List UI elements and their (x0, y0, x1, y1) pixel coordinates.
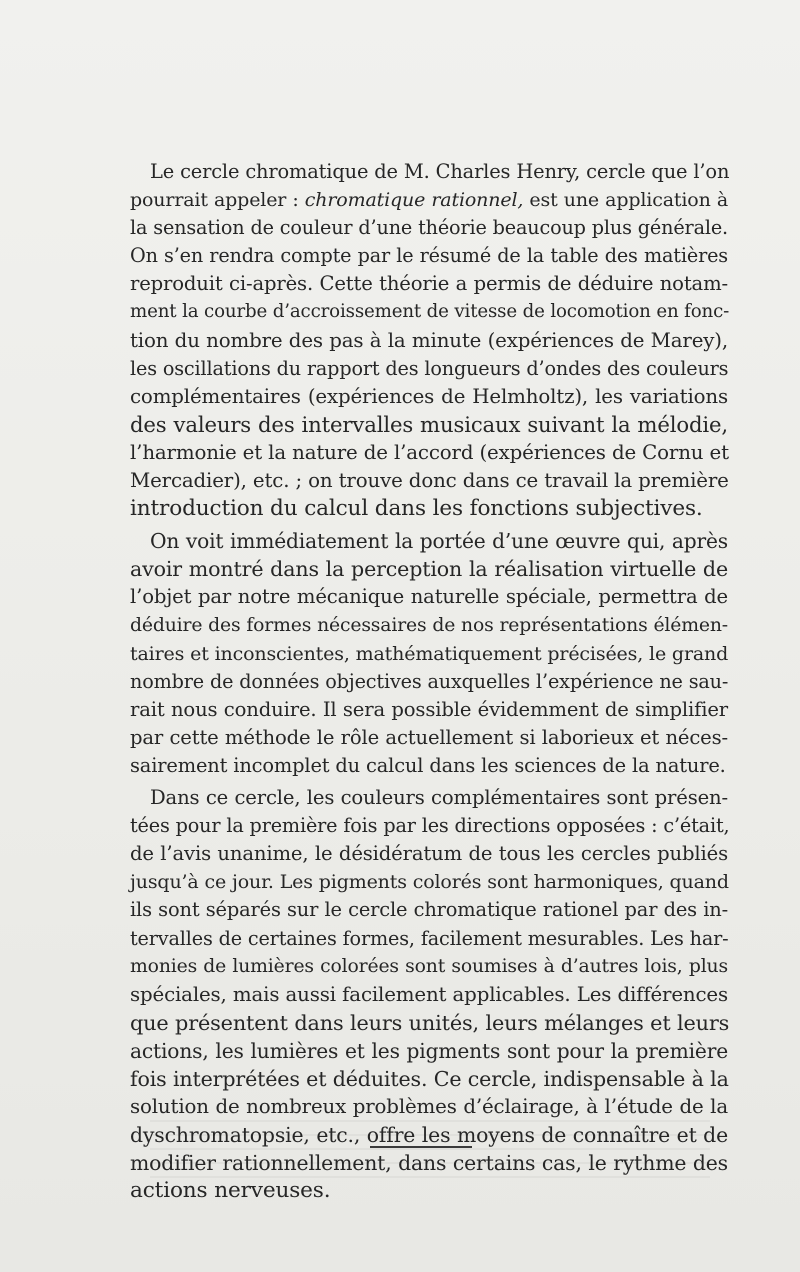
text-line: nombre de données objectives auxquelles l’expérience ne sau- (130, 669, 729, 693)
paragraph-3 (130, 784, 728, 1205)
body-text (130, 158, 728, 1209)
text-line: Mercadier), etc. ; on trouve donc dans ce travail la première (130, 469, 729, 493)
text-line: déduire des formes nécessaires de nos représentations élémen- (130, 614, 728, 636)
text-fragment: est une application à (523, 189, 729, 212)
text-line: ment la courbe d’accroissement de vitesse de locomotion en fonc- (130, 301, 730, 323)
text-line: dyschromatopsie, etc., offre les moyens de connaître et de (130, 1123, 728, 1148)
text-line: sairement incomplet du calcul dans les sciences de la nature. (130, 753, 726, 777)
text-line (130, 186, 728, 214)
text-line: On voit immédiatement la portée d’une œuvre qui, après (150, 529, 728, 554)
text-line: tées pour la première fois par les directions opposées : c’était, (130, 814, 730, 838)
text-line: taires et inconscientes, mathématiquement précisées, le grand (130, 642, 729, 665)
text-line: par cette méthode le rôle actuellement si laborieux et néces- (130, 725, 728, 749)
text-line: l’objet par notre mécanique naturelle spéciale, permettra de (130, 585, 728, 609)
text-line: spéciales, mais aussi facilement applicables. Les différences (130, 982, 728, 1006)
section-end-rule (370, 1146, 472, 1148)
text-fragment: pourrait appeler : (130, 189, 305, 212)
text-line: monies de lumières colorées sont soumises à d’autres lois, plus (130, 955, 728, 977)
italic-term: chromatique rationnel, (304, 189, 524, 212)
text-line: l’harmonie et la nature de l’accord (expériences de Cornu et (130, 440, 729, 464)
text-line: complémentaires (expériences de Helmholtz), les variations (130, 384, 728, 408)
text-line: de l’avis unanime, le désidératum de tous les cercles publiés (130, 842, 728, 866)
text-line: actions nerveuses. (130, 1178, 331, 1204)
text-line: tervalles de certaines formes, facilement mesurables. Les har- (130, 926, 729, 950)
text-line: modifier rationnellement, dans certains cas, le rythme des (130, 1151, 728, 1176)
text-line: avoir montré dans la perception la réalisation virtuelle de (130, 557, 728, 582)
text-line: ils sont séparés sur le cercle chromatique rationel par des in- (130, 898, 728, 922)
text-line: la sensation de couleur d’une théorie beaucoup plus générale. (130, 216, 728, 240)
text-line: Le cercle chromatique de M. Charles Henry, cercle que l’on (150, 160, 730, 183)
text-line: On s’en rendra compte par le résumé de la table des matières (130, 244, 728, 268)
text-line: solution de nombreux problèmes d’éclairage, à l’étude de la (130, 1095, 728, 1119)
text-line: que présentent dans leurs unités, leurs mélanges et leurs (130, 1010, 730, 1035)
text-line: tion du nombre des pas à la minute (expériences de Marey), (130, 328, 728, 352)
text-line: Dans ce cercle, les couleurs complémentaires sont présen- (150, 786, 728, 810)
text-line: introduction du calcul dans les fonctions subjectives. (130, 496, 703, 522)
text-line: les oscillations du rapport des longueurs d’ondes des couleurs (130, 356, 729, 380)
text-line: jusqu’à ce jour. Les pigments colorés sont harmoniques, quand (130, 871, 729, 894)
text-line: rait nous conduire. Il sera possible évidemment de simplifier (130, 697, 728, 721)
paragraph-1 (130, 158, 728, 523)
text-line: reproduit ci-après. Cette théorie a permis de déduire notam- (130, 272, 728, 296)
text-line: fois interprétées et déduites. Ce cercle, indispensable à la (130, 1067, 729, 1091)
text-line: des valeurs des intervalles musicaux suivant la mélodie, (130, 411, 728, 437)
paragraph-2 (130, 527, 728, 780)
text-line: actions, les lumières et les pigments sont pour la première (130, 1038, 728, 1063)
